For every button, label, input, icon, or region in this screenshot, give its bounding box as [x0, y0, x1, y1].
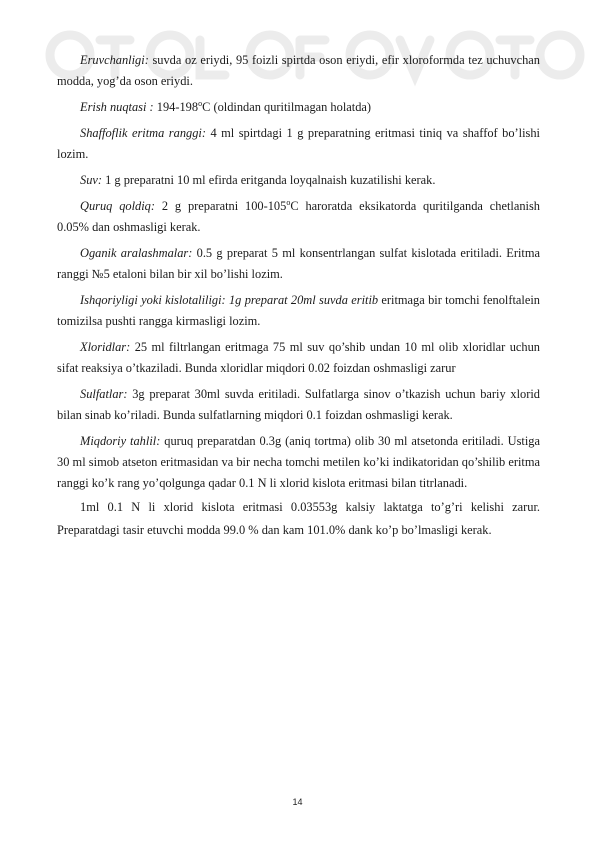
- melting-point-label: Erish nuqtasi :: [80, 100, 154, 114]
- assay-label: Miqdoriy tahlil:: [80, 434, 161, 448]
- equivalence-text: 1ml 0.1 N li xlorid kislota eritmasi 0.03553g kalsiy laktatga to’g’ri kelishi zarur. Preparatdagi tasir etuvchi modda 99.0 % dan kam 101.0% dank ko’p bo’lmasligi kerak.: [57, 500, 540, 537]
- paragraph-organic-impurities: [57, 243, 540, 285]
- assay-text: quruq preparatdan 0.3g (aniq tortma) olib 30 ml atsetonda eritiladi. Ustiga 30 ml simob atseton eritmasidan va bir necha tomchi metilen ko’ki indikatoridan qo’shilib eritma ranggi ko’k rang yo’qolgunga qadar 0.1 N li xlorid kislota eritmasi bilan titrlanadi.: [57, 434, 540, 490]
- paragraph-transparency: [57, 123, 540, 165]
- water-label: Suv:: [80, 173, 103, 187]
- melting-point-range: 194-198: [153, 100, 199, 114]
- paragraph-dry-residue: [57, 196, 540, 238]
- alkalinity-text: eritmaga bir tomchi fenolftalein tomizilsa pushti rangga kirmasligi lozim.: [57, 293, 540, 328]
- chlorides-label: Xloridlar:: [80, 340, 131, 354]
- paragraph-assay: [57, 431, 540, 494]
- degree-sign: o: [198, 98, 203, 108]
- dry-residue-text-b: C haroratda eksikatorda quritilganda chetlanish 0.05% dan oshmasligi kerak.: [57, 199, 540, 234]
- solubility-label: Eruvchanligi:: [80, 53, 149, 67]
- paragraph-melting-point: [57, 97, 540, 118]
- transparency-text: 4 ml spirtdagi 1 g preparatning eritmasi tiniq va shaffof bo’lishi lozim.: [57, 126, 540, 161]
- solubility-text: suvda oz eriydi, 95 foizli spirtda oson eriydi, efir xloroformda tez uchuvchan modda, yog’da oson eriydi.: [57, 53, 540, 88]
- paragraph-equivalence: [57, 496, 540, 542]
- paragraph-water: [57, 170, 540, 191]
- page-number: 14: [292, 797, 303, 807]
- organic-impurities-text: 0.5 g preparat 5 ml konsentrlangan sulfat kislotada eritiladi. Eritma ranggi №5 etaloni bilan bir xil bo’lishi lozim.: [57, 246, 540, 281]
- paragraph-solubility: [57, 50, 540, 92]
- paragraph-chlorides: [57, 337, 540, 379]
- dry-residue-text-a: 2 g preparatni 100-105: [155, 199, 287, 213]
- organic-impurities-label: Oganik aralashmalar:: [80, 246, 193, 260]
- sulfates-label: Sulfatlar:: [80, 387, 128, 401]
- sulfates-text: 3g preparat 30ml suvda eritiladi. Sulfatlarga sinov o’tkazish uchun bariy xlorid bilan sinab ko’riladi. Bunda sulfatlarning miqdori 0.1 foizdan oshmasligi kerak.: [57, 387, 540, 422]
- transparency-label: Shaffoflik eritma ranggi:: [80, 126, 206, 140]
- alkalinity-label: Ishqoriyligi yoki kislotaliligi: 1g preparat 20ml suvda eritib: [80, 293, 379, 307]
- paragraph-sulfates: [57, 384, 540, 426]
- chlorides-text: 25 ml filtrlangan eritmaga 75 ml suv qo’shib undan 10 ml olib xloridlar uchun sifat reaksiya o’tkaziladi. Bunda xloridlar miqdori 0.02 foizdan oshmasligi zarur: [57, 340, 540, 375]
- dry-residue-label: Quruq qoldiq:: [80, 199, 155, 213]
- paragraph-alkalinity: [57, 290, 540, 332]
- document-body: [57, 50, 540, 547]
- degree-sign: o: [286, 197, 291, 207]
- melting-point-note: C (oldindan quritilmagan holatda): [202, 100, 372, 114]
- water-text: 1 g preparatni 10 ml efirda eritganda loyqalnaish kuzatilishi kerak.: [102, 173, 436, 187]
